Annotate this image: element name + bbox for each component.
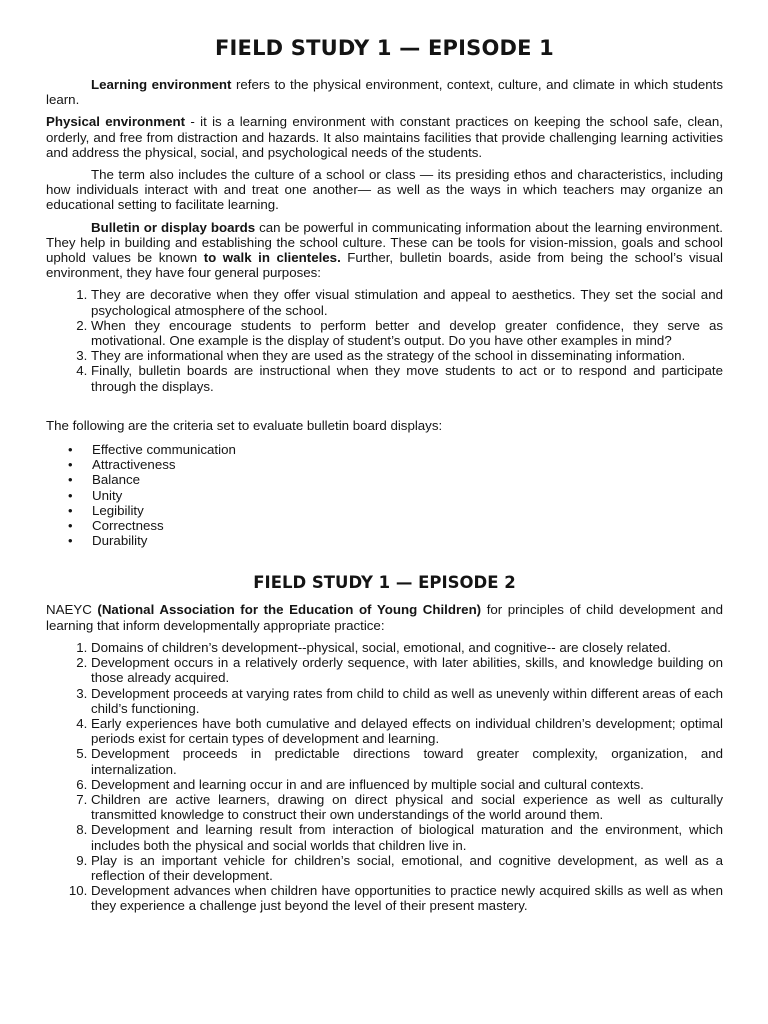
term-physical-environment: Physical environment bbox=[46, 114, 186, 130]
list-item: • Balance bbox=[92, 472, 723, 487]
list-item: 2. Development occurs in a relatively orderly sequence, with later abilities, skills, and knowledge building on those already acquired. bbox=[91, 655, 723, 685]
paragraph-text: for principles of child development and learning that inform developmentally appropriate practice: bbox=[46, 602, 723, 633]
list-item: 5. Development proceeds in predictable directions toward greater complexity, organization, and internalization. bbox=[91, 746, 723, 776]
term-bulletin-boards: Bulletin or display boards bbox=[91, 219, 256, 235]
paragraph-school-culture: The term also includes the culture of a school or class — its presiding ethos and characteristics, including how individuals interact with and treat one another— as well as the ways in which teachers may organize an educational setting to facilitate learning. bbox=[46, 167, 723, 213]
bold-phrase: (National Association for the Education of Young Children) bbox=[97, 602, 482, 618]
paragraph-naeyc bbox=[46, 602, 723, 632]
list-item: 7. Children are active learners, drawing on direct physical and social experience as well as culturally transmitted knowledge to construct their own understandings of the world around them. bbox=[91, 792, 723, 822]
criteria-list bbox=[46, 442, 723, 548]
list-item: 4. Early experiences have both cumulative and delayed effects on individual children’s development; optimal periods exist for certain types of development and learning. bbox=[91, 716, 723, 746]
paragraph-bulletin-boards bbox=[46, 220, 723, 281]
paragraph-text: - it is a learning environment with constant practices on keeping the school safe, clean, orderly, and free from distraction and hazards. It also maintains facilities that provide challenging learning activities and address the physical, social, and psychological needs of the students. bbox=[46, 114, 723, 160]
paragraph-text: can be powerful in communicating information about the learning environment. They help in building and establishing the school culture. These can be tools for vision-mission, goals and school uphold values be known bbox=[46, 219, 723, 266]
principles-list bbox=[46, 640, 723, 914]
list-item: 4. Finally, bulletin boards are instructional when they move students to act or to respond and participate through the displays. bbox=[91, 363, 723, 393]
list-item: • Durability bbox=[92, 533, 723, 548]
episode2-title: FIELD STUDY 1 — EPISODE 2 bbox=[253, 573, 516, 593]
purposes-list bbox=[46, 287, 723, 393]
list-item: 3. Development proceeds at varying rates from child to child as well as unevenly within different areas of each child’s functioning. bbox=[91, 686, 723, 716]
list-item: • Effective communication bbox=[92, 442, 723, 457]
list-item: 8. Development and learning result from interaction of biological maturation and the environment, which includes both the physical and social worlds that children live in. bbox=[91, 822, 723, 852]
paragraph-text: Further, bulletin boards, aside from being the school’s visual environment, they have four general purposes: bbox=[46, 250, 724, 281]
bold-phrase: to walk in clienteles. bbox=[203, 250, 341, 266]
list-item: 6. Development and learning occur in and are influenced by multiple social and cultural contexts. bbox=[91, 777, 723, 792]
list-item: • Correctness bbox=[92, 518, 723, 533]
list-item: 1. They are decorative when they offer visual stimulation and appeal to aesthetics. They set the social and psychological atmosphere of the school. bbox=[91, 287, 723, 317]
list-item: 1. Domains of children’s development--physical, social, emotional, and cognitive-- are closely related. bbox=[91, 640, 723, 655]
list-item: 2. When they encourage students to perform better and develop greater confidence, they serve as motivational. One example is the display of student’s output. Do you have other examples in mind? bbox=[91, 318, 723, 348]
criteria-intro: The following are the criteria set to evaluate bulletin board displays: bbox=[46, 417, 443, 433]
paragraph-text: refers to the physical environment, context, culture, and climate in which students learn. bbox=[46, 77, 723, 108]
list-item: • Unity bbox=[92, 488, 723, 503]
list-item: • Legibility bbox=[92, 503, 723, 518]
list-item: 9. Play is an important vehicle for children’s social, emotional, and cognitive development, as well as a reflection of their development. bbox=[91, 853, 723, 883]
episode1-title: FIELD STUDY 1 — EPISODE 1 bbox=[214, 36, 554, 60]
term-learning-environment: Learning environment bbox=[91, 77, 232, 92]
paragraph-text: NAEYC bbox=[46, 602, 98, 618]
list-item: 10. Development advances when children have opportunities to practice newly acquired skills as well as when they experience a challenge just beyond the level of their present mastery. bbox=[91, 883, 723, 913]
paragraph-learning-environment bbox=[46, 77, 723, 107]
list-item: • Attractiveness bbox=[92, 457, 723, 472]
paragraph-physical-environment bbox=[46, 114, 723, 160]
list-item: 3. They are informational when they are used as the strategy of the school in disseminating information. bbox=[91, 348, 723, 363]
